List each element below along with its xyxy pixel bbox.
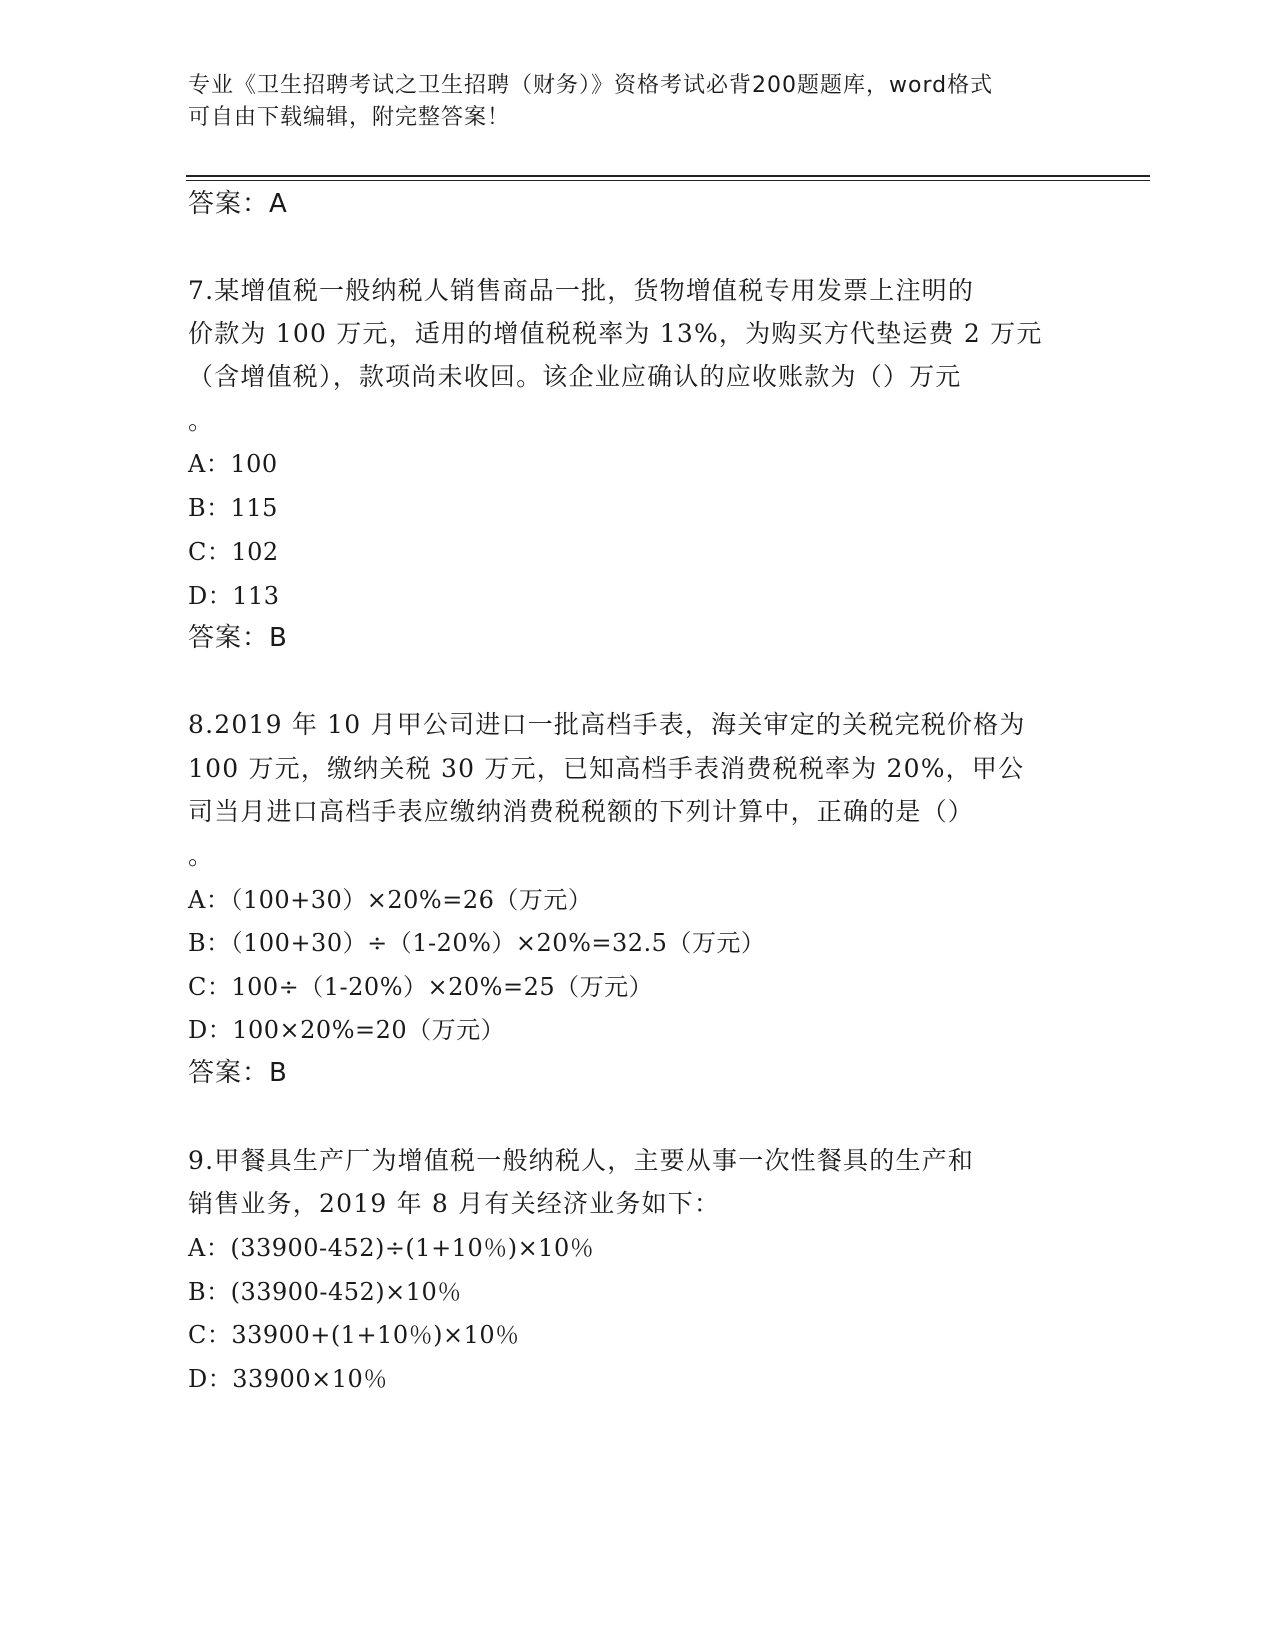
question-8-option-b: B：（100+30）÷（1-20%）×20%=32.5（万元） <box>188 929 766 957</box>
question-7-stem-line-2: 价款为 100 万元，适用的增值税税率为 13%，为购买方代垫运费 2 万元 <box>188 319 1043 348</box>
question-7-stem-line-4: 。 <box>188 406 215 435</box>
question-7-option-d: D：113 <box>188 582 280 610</box>
question-7-stem-line-1: 7.某增值税一般纳税人销售商品一批，货物增值税专用发票上注明的 <box>188 276 975 305</box>
header-divider <box>186 175 1150 177</box>
question-8-stem-line-2: 100 万元，缴纳关税 30 万元，已知高档手表消费税税率为 20%，甲公 <box>188 754 1025 783</box>
question-9-option-c: C：33900+(1+10％)×10％ <box>188 1321 520 1349</box>
question-7-option-b: B：115 <box>188 494 278 522</box>
question-8-stem-line-4: 。 <box>188 841 215 870</box>
question-7-stem-line-3: （含增值税），款项尚未收回。该企业应确认的应收账款为（）万元 <box>188 362 962 391</box>
question-9-option-b: B：(33900-452)×10％ <box>188 1278 462 1306</box>
header-line-1: 专业《卫生招聘考试之卫生招聘（财务）》资格考试必背200题题库，word格式 <box>188 73 994 98</box>
question-8-option-c: C：100÷（1-20%）×20%=25（万元） <box>188 973 654 1001</box>
question-9-option-d: D：33900×10％ <box>188 1365 388 1393</box>
question-9-option-a: A：(33900-452)÷(1+10％)×10％ <box>188 1234 595 1262</box>
question-9-stem-line-2: 销售业务，2019 年 8 月有关经济业务如下： <box>188 1189 721 1218</box>
question-8-option-d: D：100×20%=20（万元） <box>188 1016 506 1044</box>
question-8-stem-line-3: 司当月进口高档手表应缴纳消费税税额的下列计算中，正确的是（） <box>188 797 975 826</box>
question-8-answer: 答案：B <box>188 1058 288 1088</box>
question-9-stem-line-1: 9.甲餐具生产厂为增值税一般纳税人，主要从事一次性餐具的生产和 <box>188 1146 975 1175</box>
question-7-answer: 答案：B <box>188 623 288 653</box>
question-8-option-a: A：（100+30）×20%=26（万元） <box>188 886 593 914</box>
answer-label: 答案：A <box>188 189 288 219</box>
header-divider-thin <box>186 180 1150 181</box>
question-7-option-a: A：100 <box>188 450 278 478</box>
page-header <box>188 70 1068 134</box>
question-8-stem-line-1: 8.2019 年 10 月甲公司进口一批高档手表，海关审定的关税完税价格为 <box>188 710 1026 739</box>
header-line-2: 可自由下载编辑，附完整答案！ <box>188 105 511 130</box>
question-7-option-c: C：102 <box>188 538 279 566</box>
